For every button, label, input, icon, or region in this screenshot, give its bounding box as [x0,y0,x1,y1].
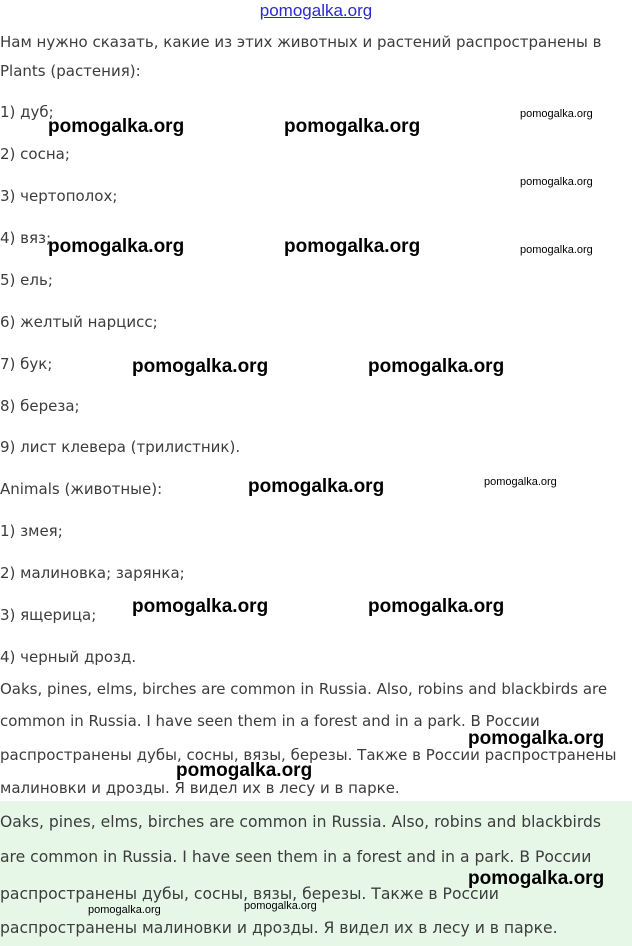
watermark: pomogalka.org [48,116,185,137]
plant-item-8: 8) береза; [0,397,80,415]
watermark: pomogalka.org [132,596,269,617]
watermark: pomogalka.org [468,728,605,749]
watermark: pomogalka.org [48,236,185,257]
answer-line-3: распространены дубы, сосны, вязы, березы. Также в России распространены [0,746,617,764]
answer-line-2: common in Russia. I have seen them in a forest and in a park. В России [0,712,540,730]
animal-item-1: 1) змея; [0,522,63,540]
plant-item-5: 5) ель; [0,271,53,289]
plant-item-1: 1) дуб; [0,103,54,121]
watermark: pomogalka.org [368,356,505,377]
plant-item-2: 2) сосна; [0,145,70,163]
highlighted-answer-line-1: Oaks, pines, elms, birches are common in Russia. Also, robins and blackbirds [0,813,601,831]
watermark: pomogalka.org [520,176,593,188]
watermark: pomogalka.org [520,244,593,256]
animal-item-3: 3) ящерица; [0,606,97,624]
animal-item-2: 2) малиновка; зарянка; [0,564,185,582]
intro-text-line-2: Plants (растения): [0,62,141,80]
plant-item-3: 3) чертополох; [0,187,118,205]
watermark: pomogalka.org [244,900,317,912]
watermark: pomogalka.org [248,476,385,497]
highlighted-answer-line-4: распространены малиновки и дрозды. Я видел их в лесу и в парке. [0,919,558,937]
watermark: pomogalka.org [520,108,593,120]
intro-text-line-1: Нам нужно сказать, какие из этих животных и растений распространены в [0,33,602,51]
watermark: pomogalka.org [368,596,505,617]
watermark: pomogalka.org [132,356,269,377]
highlighted-answer-line-2: are common in Russia. I have seen them in a forest and in a park. В России [0,848,592,866]
answer-line-1: Oaks, pines, elms, birches are common in Russia. Also, robins and blackbirds are [0,680,608,698]
highlighted-answer-line-3: распространены дубы, сосны, вязы, березы. Также в России [0,885,499,903]
answer-line-4: малиновки и дрозды. Я видел их в лесу и в парке. [0,779,400,797]
animal-item-4: 4) черный дрозд. [0,648,137,666]
watermark: pomogalka.org [484,476,557,488]
watermark: pomogalka.org [88,904,161,916]
plant-item-9: 9) лист клевера (трилистник). [0,438,241,456]
site-watermark-link[interactable]: pomogalka.org [259,1,373,20]
watermark: pomogalka.org [176,760,313,781]
plant-item-7: 7) бук; [0,355,53,373]
plant-item-4: 4) вяз; [0,229,52,247]
animals-heading: Animals (животные): [0,480,163,498]
watermark: pomogalka.org [284,236,421,257]
watermark: pomogalka.org [468,868,605,889]
watermark: pomogalka.org [284,116,421,137]
plant-item-6: 6) желтый нарцисс; [0,313,158,331]
